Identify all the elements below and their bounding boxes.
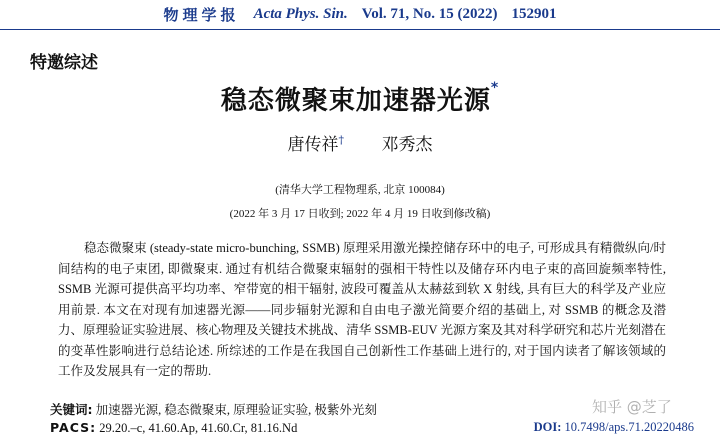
journal-name-en: Acta Phys. Sin. — [253, 6, 348, 22]
author-footnote-mark[interactable]: † — [338, 133, 345, 147]
affiliation: (清华大学工程物理系, 北京 100084) — [275, 184, 445, 196]
keywords-value: 加速器光源, 稳态微聚束, 原理验证实验, 极紫外光刻 — [95, 403, 377, 417]
journal-volume: Vol. 71, No. 15 (2022) — [361, 6, 498, 22]
pacs-value: 29.20.–c, 41.60.Ap, 41.60.Cr, 81.16.Nd — [99, 421, 298, 435]
doi-link[interactable]: 10.7498/aps.71.20220486 — [564, 420, 694, 434]
journal-name-cn: 物理学报 — [163, 8, 240, 24]
received-dates: (2022 年 3 月 17 日收到; 2022 年 4 月 19 日收到修改稿) — [229, 208, 491, 220]
author-1 — [288, 135, 345, 155]
pacs-label: PACS: — [50, 420, 97, 435]
article-number: 152901 — [511, 6, 557, 22]
author-list — [0, 130, 720, 155]
pacs — [50, 420, 297, 436]
author-name: 邓秀杰 — [381, 135, 433, 155]
author-name: 唐传祥 — [287, 135, 339, 155]
watermark: 知乎 @芝了 — [592, 398, 672, 416]
title-text: 稳态微聚束加速器光源 — [220, 86, 491, 116]
journal-header — [0, 0, 720, 30]
keywords — [50, 400, 377, 418]
article-title — [0, 80, 720, 117]
title-footnote-mark[interactable]: * — [490, 80, 500, 96]
keywords-label: 关键词: — [50, 402, 93, 417]
abstract: 稳态微聚束 (steady-state micro-bunching, SSMB) 原理采用激光操控储存环中的电子, 可形成具有精微纵向/时间结构的电子束团, 即微聚束. 通过有机结合微聚束辐射的强相干特性以及储存环内电子束的高回旋频率特性, SSMB 光源可提供高平均功率、窄带宽的相干辐射, 波段可覆盖从太赫兹到软 X 射线, 具有巨大的科学及产业应用前景. 本文在对现有加速器光源——同步辐射光源和自由电子激光简要介绍的基础上, 对 SSMB 的概念及潜力、原理验证实验进展、核心物理及关键技术挑战、清华 SSMB-EUV 光源方案及其对科学研究和芯片光刻潜在的变革性影响进行总结论述. 所综述的工作是在我国自己创新性工作基础上进行的, 对于国内读者了解该领域的工作及发展具有一定的帮助. — [58, 241, 666, 378]
author-2 — [381, 135, 432, 155]
doi — [534, 420, 694, 435]
section-label: 特邀综述 — [30, 53, 98, 73]
doi-label: DOI: — [533, 420, 562, 434]
